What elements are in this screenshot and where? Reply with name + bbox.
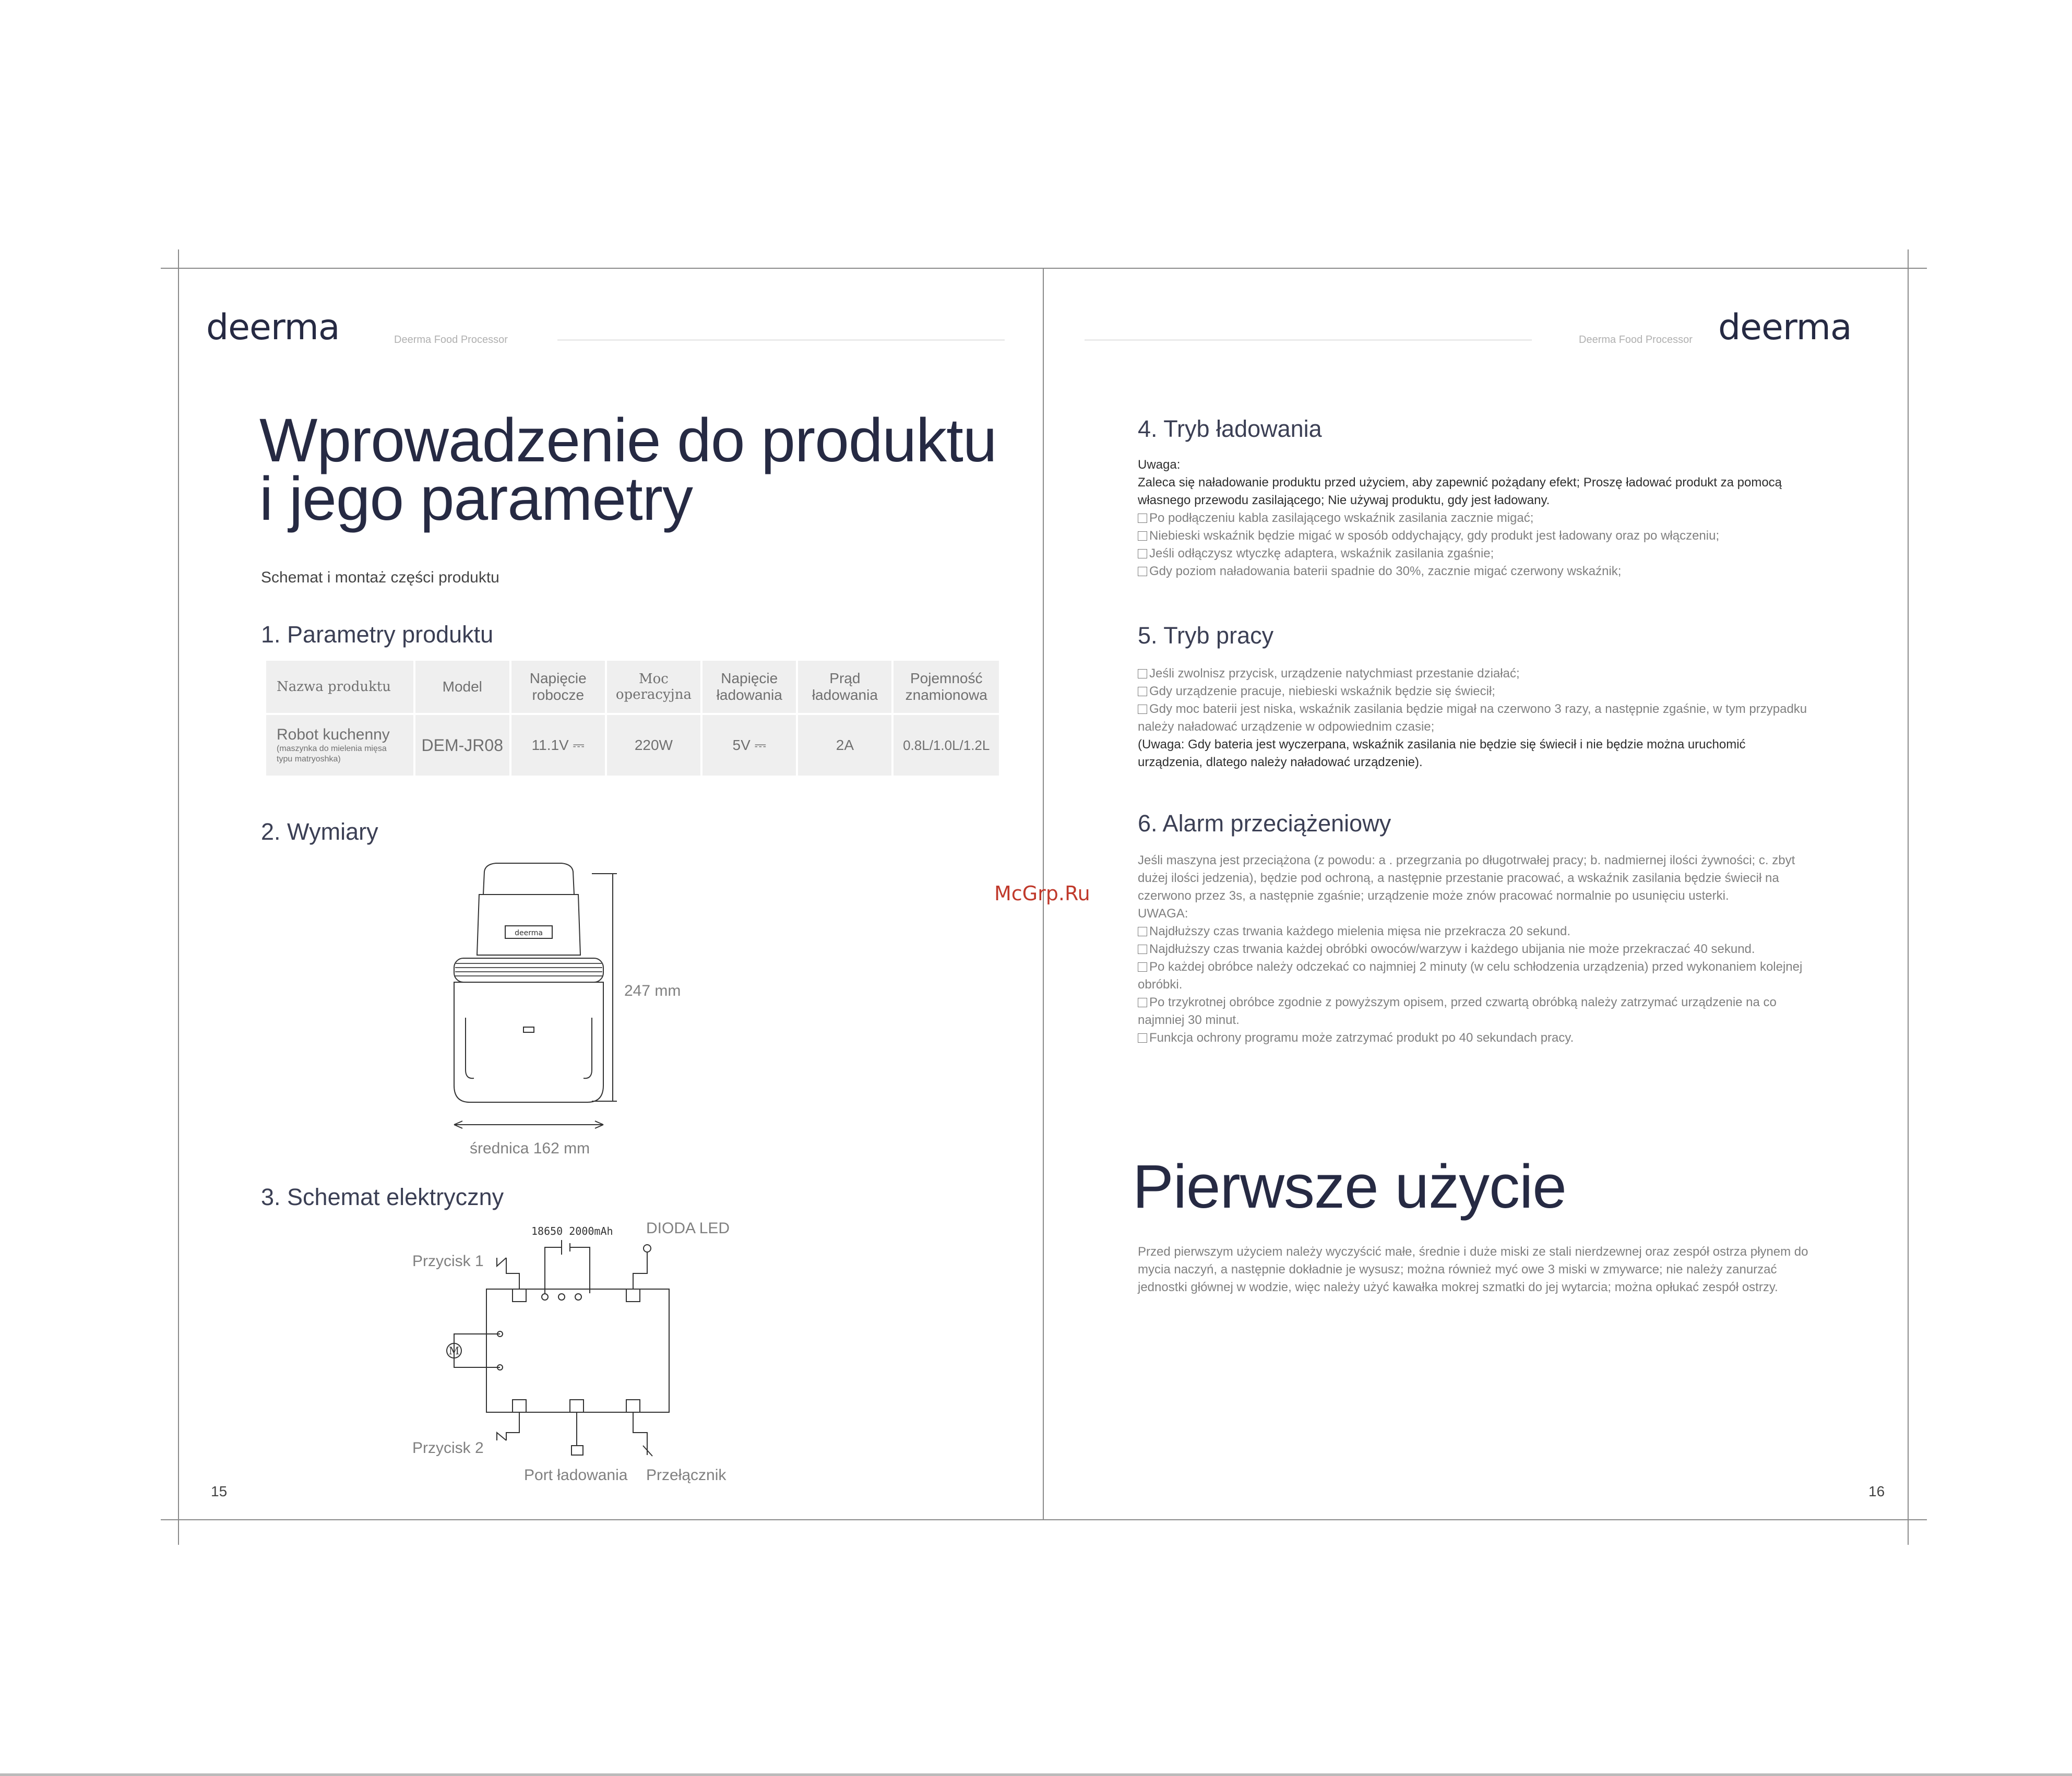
header-subtitle: Deerma Food Processor bbox=[394, 334, 508, 345]
list-item bbox=[1138, 545, 1868, 563]
operation-warning bbox=[1138, 736, 1868, 771]
table-cell: 220W bbox=[607, 715, 701, 776]
table-header: Moc operacyjna bbox=[607, 661, 701, 713]
list-item bbox=[1138, 700, 1868, 718]
motor-housing bbox=[477, 895, 580, 955]
list-item bbox=[1138, 1029, 1879, 1047]
led bbox=[644, 1245, 651, 1252]
parameters-table bbox=[264, 659, 1001, 778]
button2-wire bbox=[497, 1412, 519, 1440]
list-item bbox=[1138, 940, 1879, 958]
list-item-text: Gdy urządzenie pracuje, niebieski wskaźnik będzie się świecił; bbox=[1149, 684, 1495, 698]
diameter-label: średnica 162 mm bbox=[470, 1140, 590, 1157]
checkbox-icon bbox=[1138, 945, 1147, 954]
button1-wire bbox=[497, 1258, 519, 1289]
led-label: DIODA LED bbox=[646, 1220, 730, 1237]
checkbox-icon bbox=[1138, 1033, 1147, 1043]
charging-list bbox=[1138, 509, 1868, 580]
table-header: Pojemność znamionowa bbox=[894, 661, 999, 713]
brand-logo: deerma bbox=[206, 307, 340, 348]
list-item-text: Najdłuższy czas trwania każdej obróbki owoców/warzyw i każdego ubijania nie może przekraczać 40 sekund. bbox=[1149, 942, 1755, 956]
table-cell: 2A bbox=[798, 715, 891, 776]
section-heading: 3. Schemat elektryczny bbox=[261, 1184, 504, 1210]
pin bbox=[558, 1294, 565, 1300]
table-header: Prąd ładowania bbox=[798, 661, 891, 713]
note-text: własnego przewodu zasilającego; Nie używaj produktu, gdy jest ładowany. bbox=[1138, 493, 1550, 507]
pad bbox=[513, 1400, 526, 1412]
port-label: Port ładowania bbox=[524, 1467, 628, 1484]
first-use-title: Pierwsze użycie bbox=[1133, 1152, 1566, 1221]
paragraph-line: mycia naczyń, a następnie dokładnie je wysusz; można również myć owe 3 miski w zmywarce; nie należy zanurzać bbox=[1138, 1262, 1777, 1277]
section-heading: 6. Alarm przeciążeniowy bbox=[1138, 810, 1391, 837]
crop-mark bbox=[161, 1519, 1927, 1520]
list-item-text: Po każdej obróbce należy odczekać co najmniej 2 minuty (w celu schłodzenia urządzenia) przed wykonaniem kolejnej bbox=[1149, 960, 1803, 974]
list-item-text: Niebieski wskaźnik będzie migać w sposób oddychający, gdy produkt jest ładowany oraz po włączeniu; bbox=[1149, 529, 1720, 543]
bottom-edge bbox=[0, 1773, 2072, 1776]
list-item-text: Gdy moc baterii jest niska, wskaźnik zasilania będzie migał na czerwono 3 razy, a następnie zgaśnie, w tym przypadku bbox=[1149, 702, 1807, 716]
paragraph-line: Przed pierwszym użyciem należy wyczyścić małe, średnie i duże miski ze stali nierdzewnej oraz zespół ostrza płynem do bbox=[1138, 1245, 1808, 1259]
page-title-line: i jego parametry bbox=[259, 464, 693, 533]
list-item-text: Po trzykrotnej obróbce zgodnie z powyższym opisem, przed czwartą obróbką należy zatrzymać urządzenie na co bbox=[1149, 995, 1777, 1009]
table-cell-name bbox=[266, 715, 413, 776]
bowl bbox=[454, 982, 603, 1102]
list-item-text: Jeśli zwolnisz przycisk, urządzenie natychmiast przestanie działać; bbox=[1149, 666, 1520, 681]
checkbox-icon bbox=[1138, 687, 1147, 696]
list-item bbox=[1138, 509, 1868, 527]
section-heading: 2. Wymiary bbox=[261, 818, 378, 845]
list-item bbox=[1138, 683, 1868, 700]
ribbed-band bbox=[454, 958, 603, 982]
brand-logo: deerma bbox=[1718, 307, 1852, 348]
pin bbox=[575, 1294, 581, 1300]
checkbox-icon bbox=[1138, 549, 1147, 558]
section-heading: 1. Parametry produktu bbox=[261, 621, 494, 648]
list-item bbox=[1138, 527, 1868, 545]
lid bbox=[483, 863, 574, 895]
paragraph-line: UWAGA: bbox=[1138, 907, 1188, 921]
device-logo: deerma bbox=[515, 929, 543, 937]
list-item-text: Funkcja ochrony programu może zatrzymać produkt po 40 sekundach pracy. bbox=[1149, 1031, 1574, 1045]
height-dimension bbox=[590, 873, 621, 1102]
checkbox-icon bbox=[1138, 531, 1147, 541]
battery-wire bbox=[545, 1247, 590, 1293]
warning-text: (Uwaga: Gdy bateria jest wyczerpana, wskaźnik zasilania nie będzie się świecił i nie będzie można uruchomić bbox=[1138, 737, 1746, 752]
crop-mark bbox=[1908, 249, 1909, 1545]
checkbox-icon bbox=[1138, 998, 1147, 1007]
switch-label: Przełącznik bbox=[646, 1467, 727, 1484]
led-wire bbox=[633, 1253, 647, 1289]
pin bbox=[542, 1294, 548, 1300]
watermark: McGrp.Ru bbox=[994, 882, 1090, 905]
height-label: 247 mm bbox=[624, 982, 681, 999]
section-subtitle: Schemat i montaż części produktu bbox=[261, 569, 499, 586]
table-cell: 5V ⎓ bbox=[702, 715, 796, 776]
paragraph-line: Jeśli maszyna jest przeciążona (z powodu: a . przegrzania po długotrwałej pracy; b. nadmiernej ilości żywności; c. zbyt bbox=[1138, 853, 1795, 867]
pad bbox=[570, 1400, 584, 1412]
list-item-text: Po podłączeniu kabla zasilającego wskaźnik zasilania zacznie migać; bbox=[1149, 511, 1534, 525]
pad bbox=[626, 1289, 640, 1302]
page-number: 16 bbox=[1868, 1483, 1885, 1499]
table-header: Napięcie robocze bbox=[511, 661, 605, 713]
note-label: Uwaga: bbox=[1138, 458, 1181, 472]
note-text: Zaleca się naładowanie produktu przed użyciem, aby zapewnić pożądany efekt; Proszę ładować produkt za pomocą bbox=[1138, 475, 1782, 490]
list-item-cont: najmniej 30 minut. bbox=[1138, 1013, 1240, 1027]
crop-mark bbox=[161, 268, 1927, 269]
list-item bbox=[1138, 958, 1879, 976]
table-cell: DEM-JR08 bbox=[415, 715, 509, 776]
bowl-highlight bbox=[466, 1018, 474, 1078]
table-cell: 0.8L/1.0L/1.2L bbox=[894, 715, 999, 776]
button bbox=[523, 1027, 534, 1032]
list-item bbox=[1138, 665, 1868, 683]
page-number: 15 bbox=[211, 1483, 228, 1499]
list-item-text: Najdłuższy czas trwania każdego mielenia mięsa nie przekracza 20 sekund. bbox=[1149, 924, 1571, 938]
pad bbox=[513, 1289, 526, 1302]
pad bbox=[626, 1400, 640, 1412]
operation-list bbox=[1138, 665, 1868, 736]
first-use-text bbox=[1138, 1243, 1879, 1296]
section-heading: 4. Tryb ładowania bbox=[1138, 415, 1322, 442]
crop-mark bbox=[178, 249, 179, 1545]
switch-wire bbox=[633, 1412, 652, 1456]
paragraph-line: dużej ilości jedzenia), będzie pod ochroną, a następnie przestanie pracować, a wskaźnik zasilania będzie świecił na bbox=[1138, 871, 1779, 885]
section-heading: 5. Tryb pracy bbox=[1138, 622, 1274, 649]
table-header: Napięcie ładowania bbox=[702, 661, 796, 713]
checkbox-icon bbox=[1138, 669, 1147, 678]
checkbox-icon bbox=[1138, 514, 1147, 523]
pcb bbox=[486, 1289, 669, 1412]
button1-label: Przycisk 1 bbox=[412, 1253, 484, 1270]
product-name: Robot kuchenny bbox=[277, 726, 390, 743]
page-title-line: Wprowadzenie do produktu bbox=[259, 406, 997, 475]
table-cell: 11.1V ⎓ bbox=[511, 715, 605, 776]
battery-label: 18650 2000mAh bbox=[531, 1226, 613, 1237]
page-title bbox=[259, 406, 997, 533]
list-item bbox=[1138, 994, 1879, 1011]
checkbox-icon bbox=[1138, 567, 1147, 576]
paragraph-line: czerwono przez 3s, a następnie zgaśnie; urządzenie może znów pracować normalnie po usunięciu usterki. bbox=[1138, 889, 1729, 903]
warning-text: urządzenia, dlatego należy naładować urządzenie). bbox=[1138, 755, 1423, 769]
checkbox-icon bbox=[1138, 927, 1147, 936]
list-item bbox=[1138, 923, 1879, 940]
charging-port bbox=[571, 1446, 583, 1455]
list-item-text: Jeśli odłączysz wtyczkę adaptera, wskaźnik zasilania zgaśnie; bbox=[1149, 546, 1494, 561]
list-item-cont: należy naładować urządzenie w odpowiednim czasie; bbox=[1138, 720, 1435, 734]
header-subtitle: Deerma Food Processor bbox=[1579, 334, 1693, 345]
list-item-cont: obróbki. bbox=[1138, 978, 1183, 992]
list-item bbox=[1138, 563, 1868, 580]
charging-note bbox=[1138, 456, 1868, 509]
checkbox-icon bbox=[1138, 962, 1147, 972]
paragraph-line: jednostki głównej w wodzie, więc należy użyć kawałka mokrej szmatki do jej wytarcia; można opłukać zespół ostrzy. bbox=[1138, 1280, 1778, 1294]
checkbox-icon bbox=[1138, 705, 1147, 714]
motor-symbol: M bbox=[448, 1344, 460, 1357]
list-item-text: Gdy poziom naładowania baterii spadnie do 30%, zacznie migać czerwony wskaźnik; bbox=[1149, 564, 1622, 578]
table-header: Model bbox=[415, 661, 509, 713]
table-header: Nazwa produktu bbox=[266, 661, 413, 713]
product-note: (maszynka do mielenia mięsa typu matryoshka) bbox=[277, 744, 387, 764]
overload-text bbox=[1138, 852, 1879, 1047]
button2-label: Przycisk 2 bbox=[412, 1439, 484, 1457]
